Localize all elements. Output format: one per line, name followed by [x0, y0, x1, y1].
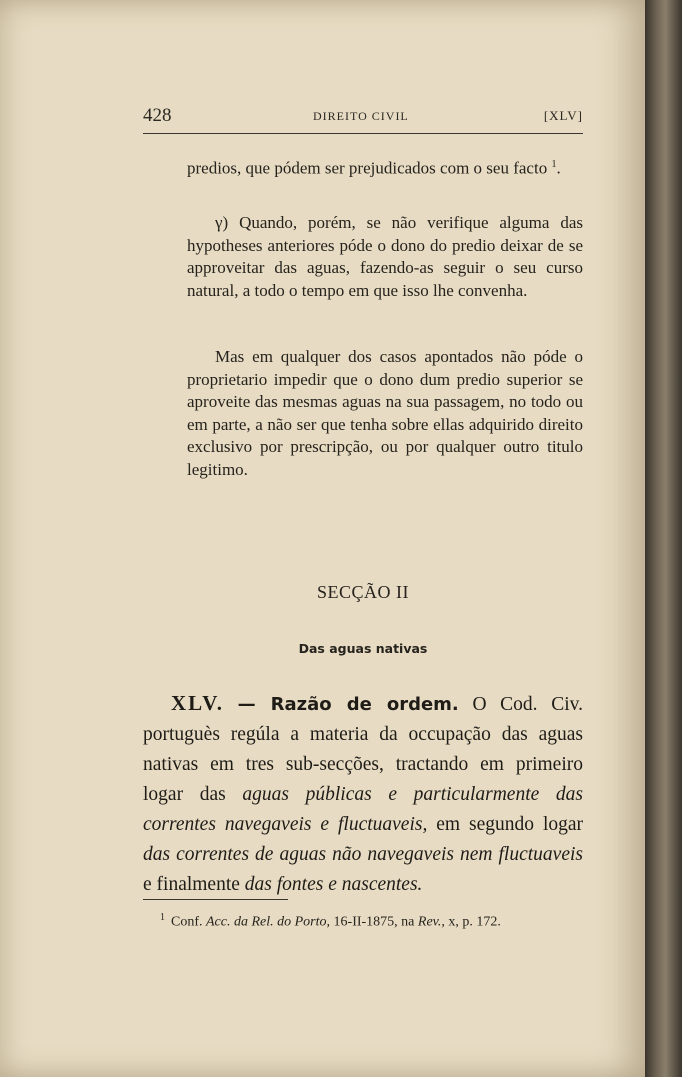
running-title: DIREITO CIVIL [313, 109, 409, 123]
book-edge [645, 0, 682, 1077]
footnote-emphasis-b: Rev., [417, 914, 445, 930]
section-emphasis-c: das fontes e nascentes. [244, 874, 423, 895]
footnote-mark: 1 [160, 912, 165, 923]
section-text-c: e finalmente [143, 874, 240, 895]
section-subtitle: Das aguas nativas [298, 641, 428, 656]
footnote-text-a: Conf. [171, 914, 203, 930]
paragraph-1-end: . [556, 158, 561, 178]
paragraph-1 [187, 154, 583, 180]
section-title: SECÇÃO II [316, 582, 409, 602]
page-number: 428 [143, 105, 172, 126]
section-emphasis-b: das correntes de aguas não navegaveis nem fluctuaveis [143, 844, 583, 865]
footnote [160, 912, 590, 931]
footnote-text-b: 16-II-1875, na [333, 914, 415, 930]
header-rule [143, 133, 583, 134]
footnote-reference: 1 [551, 159, 557, 170]
paragraph-1-text: predios, que pódem ser prejudicados com o seu facto [187, 158, 548, 178]
paragraph-2: γ) Quando, porém, se não verifique alguma das hypotheses anteriores póde o dono do predio deixar de se approveitar das aguas, fazendo-as seguir o seu curso natural, a todo o tempo em que isso lhe convenha. [187, 213, 583, 300]
section-text-a: O Cod. Civ. portuguès regúla a materia da occupação das aguas nativas em tres sub-secções, tractando em primeiro logar das [143, 694, 583, 805]
section-reference: [XLV] [543, 108, 583, 123]
section-heading: — Razão de ordem. [237, 694, 459, 715]
paragraph-3: Mas em qualquer dos casos apontados não póde o proprietario impedir que o dono dum predio superior se aproveite das mesmas aguas na sua passagem, no todo ou em parte, a não ser que tenha sobre ellas adquirido direito exclusivo por prescripção, ou por qualquer outro titulo legitimo. [187, 347, 583, 479]
section-text-b: em segundo logar [436, 814, 584, 835]
footnote-emphasis-a: Acc. da Rel. do Porto, [206, 914, 331, 930]
section-number: XLV. [171, 691, 224, 715]
page-header [143, 105, 583, 129]
footnote-rule [143, 899, 288, 900]
footnote-text-c: x, p. 172. [448, 914, 501, 930]
section-emphasis-a: aguas públicas e particularmente das correntes navegaveis e fluctuaveis, [143, 784, 584, 835]
section-paragraph [143, 688, 583, 900]
